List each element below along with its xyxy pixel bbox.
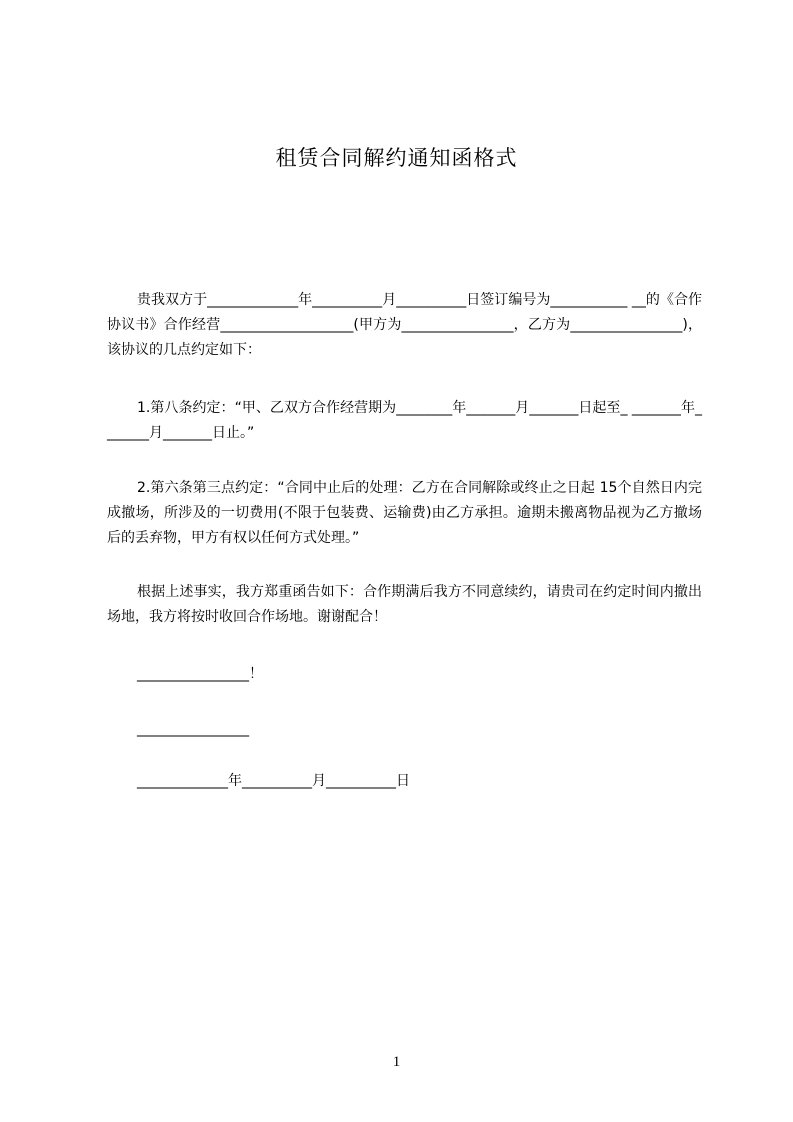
paragraph-agreement-intro-text: 贵我双方于_____________年__________月__________日签订编号为___________ __的《合作协议书》合作经营___________________(甲方为________________，乙方为________________)，该协议的几点约定如下：: [107, 292, 702, 358]
date-line: _____________年__________月__________日: [137, 773, 410, 789]
paragraph-article-six: [107, 476, 702, 551]
paragraph-notice-text: 根据上述事实，我方郑重函告如下：合作期满后我方不同意续约，请贵司在约定时间内撤出场地，我方将按时收回合作场地。谢谢配合！: [107, 584, 702, 625]
closing-line: ________________！: [137, 666, 263, 682]
paragraph-agreement-intro: [107, 288, 702, 363]
signature-line: ________________: [137, 721, 249, 737]
page-number: 1: [392, 1054, 401, 1070]
paragraph-article-six-text: 2.第六条第三点约定：“合同中止后的处理：乙方在合同解除或终止之日起 15个自然日内完成撤场，所涉及的一切费用(不限于包装费、运输费)由乙方承担。逾期未搬离物品视为乙方撤场后的丢弃物，甲方有权以任何方式处理。”: [107, 480, 702, 546]
paragraph-article-eight-text: 1.第八条约定：“甲、乙双方合作经营期为________年_______月_______日起至_ _______年_______月_______日止。”: [107, 400, 702, 441]
paragraph-notice: [107, 580, 702, 630]
document-title: 租赁合同解约通知函格式: [275, 146, 518, 170]
paragraph-article-eight: [107, 396, 702, 446]
